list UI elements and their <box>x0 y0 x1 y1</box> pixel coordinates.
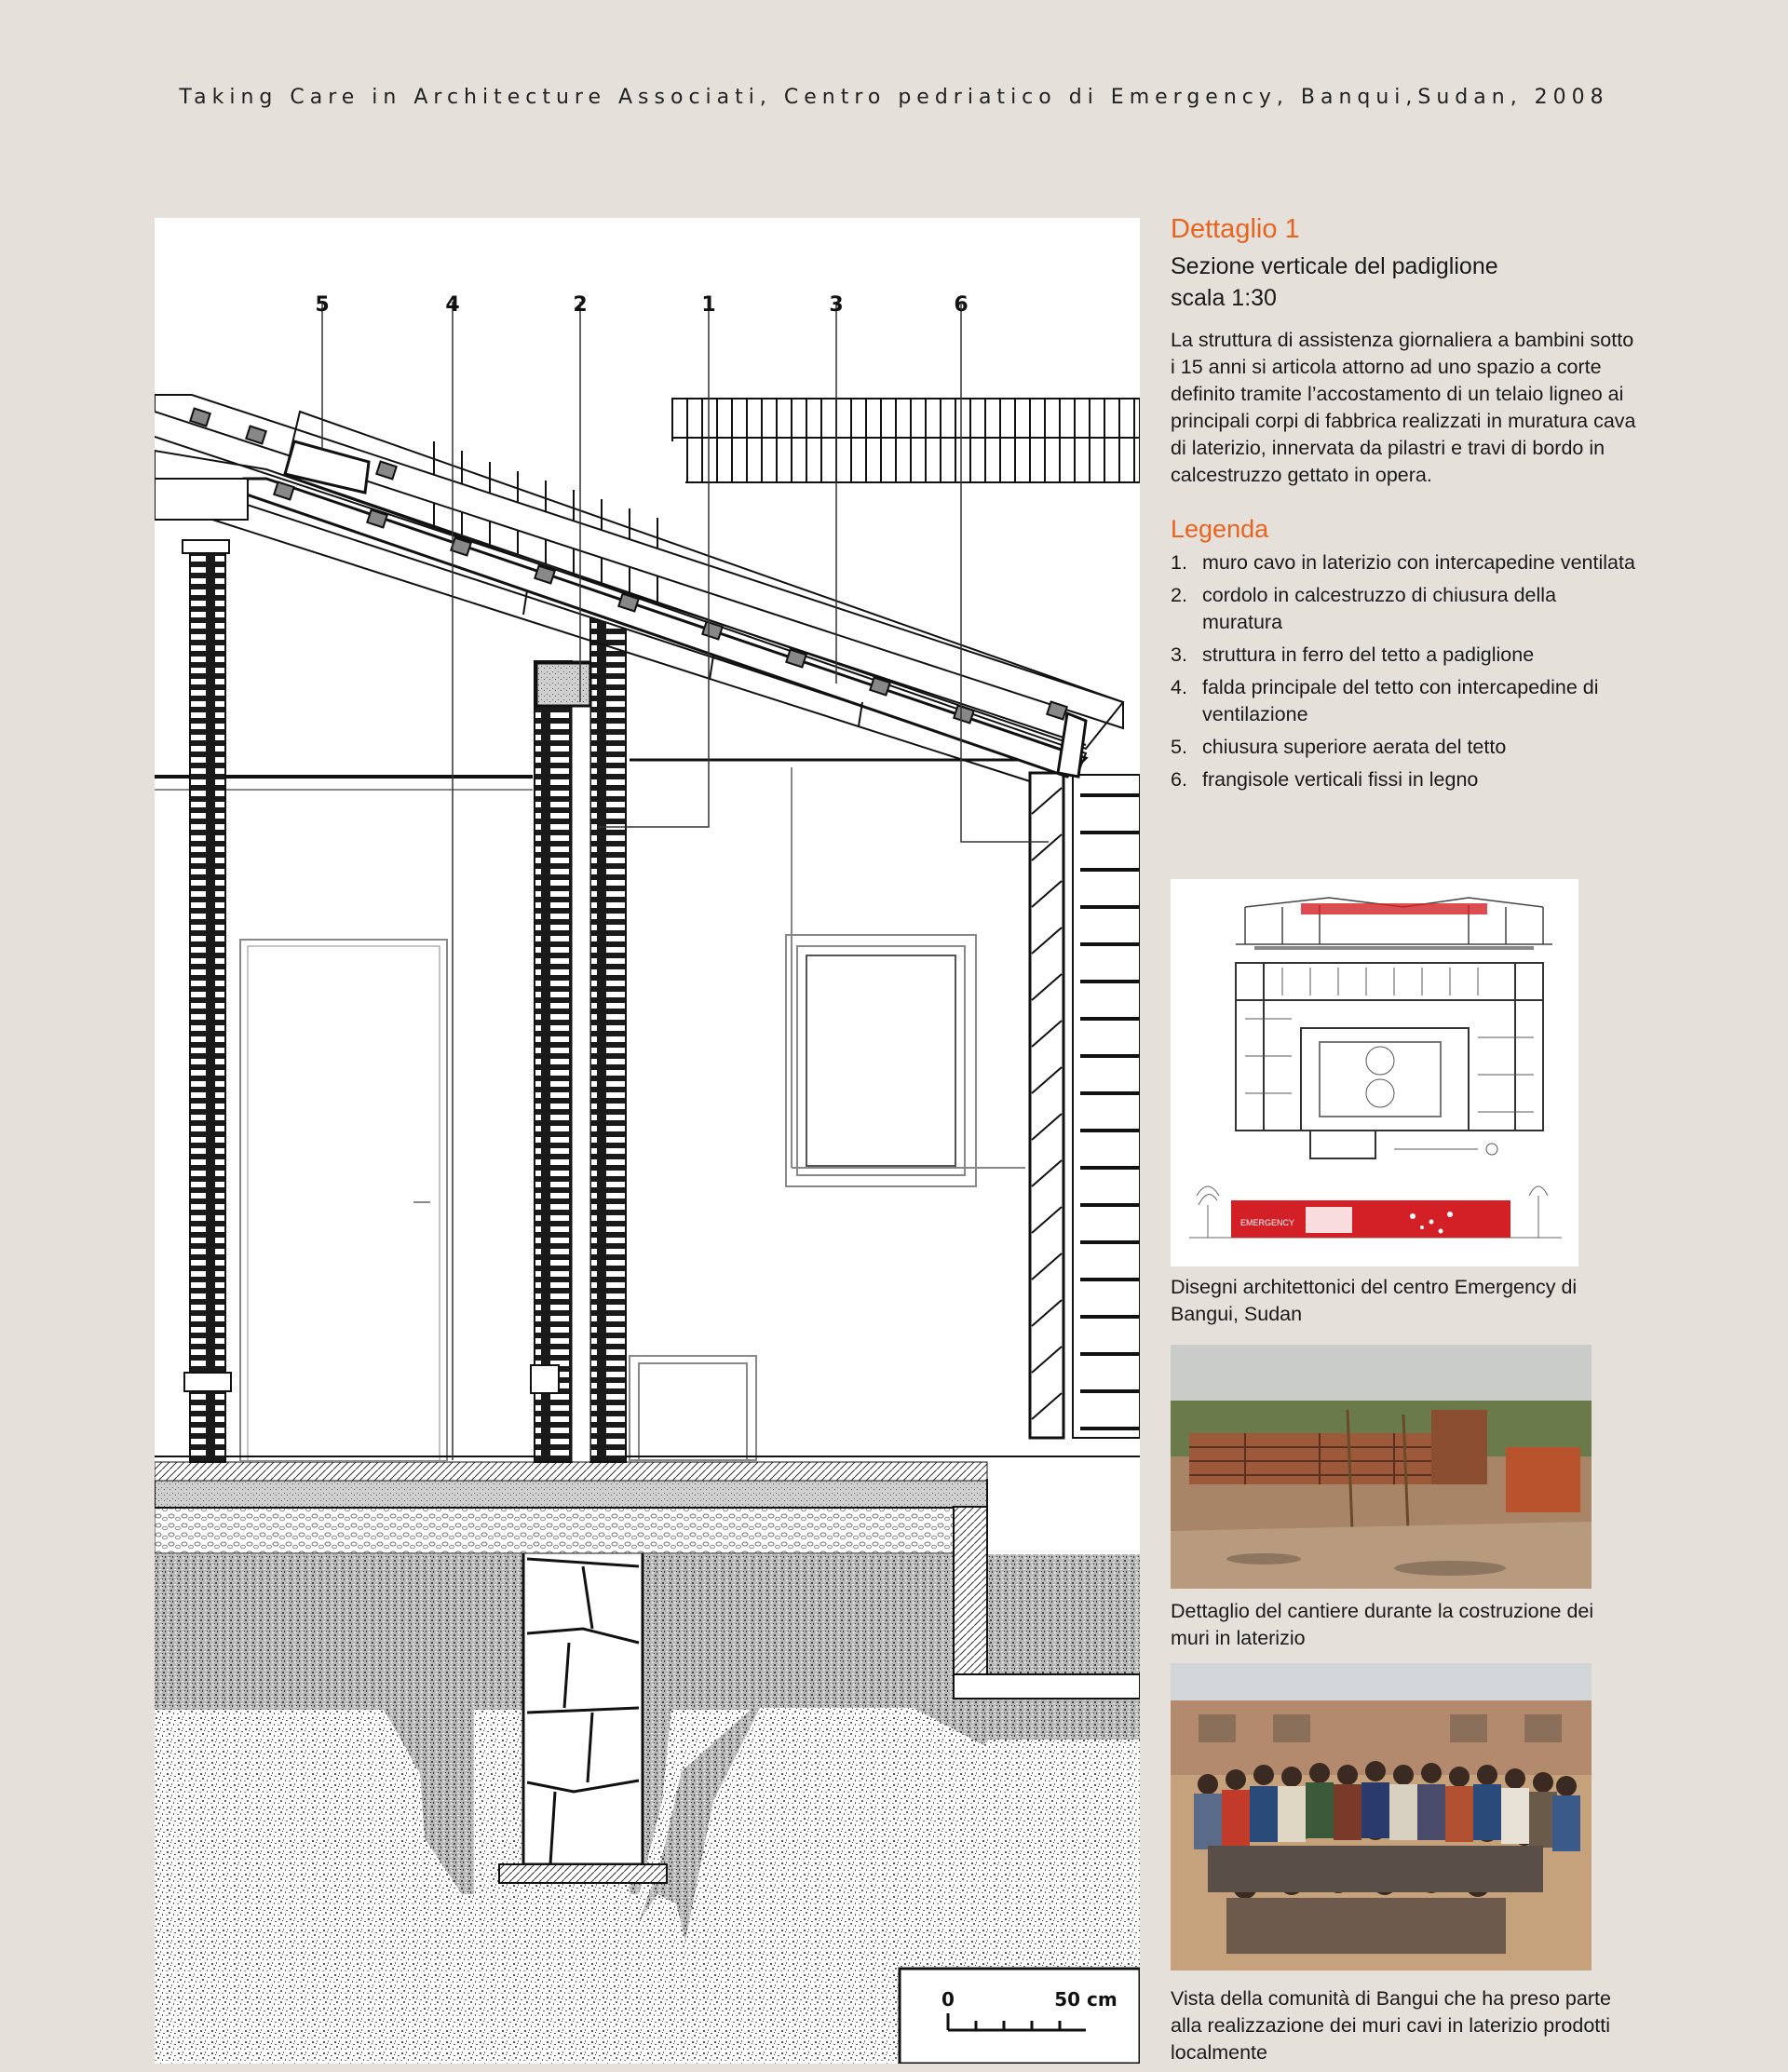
architectural-drawings-image <box>1171 879 1578 1271</box>
detail-panel <box>1171 214 1636 799</box>
legend-list <box>1171 549 1636 793</box>
legend-item: 5. chiusura superiore aerata del tetto <box>1171 736 1507 758</box>
label-2: 2 <box>573 293 588 317</box>
louver-panel <box>1030 773 1063 1438</box>
legend-item: 6. frangisole verticali fissi in legno <box>1171 768 1479 791</box>
section-drawing <box>155 218 1140 2064</box>
label-4: 4 <box>445 293 460 317</box>
scale-end: 50 cm <box>1054 1988 1118 2011</box>
cavity-wall-outer <box>590 605 626 1462</box>
figure-caption-drawings: Disegni architettonici del centro Emergency di Bangui, Sudan <box>1171 1276 1578 1325</box>
legend-item: 2. cordolo in calcestruzzo di chiusura della muratura <box>1171 584 1557 633</box>
detail-subtitle: Sezione verticale del padiglione <box>1171 253 1498 279</box>
roof-closure-slats <box>672 399 1140 482</box>
concrete-curb <box>536 663 590 706</box>
scale-bar-box <box>900 1969 1140 2064</box>
legend-item: 1. muro cavo in laterizio con intercapedine ventilata <box>1171 551 1635 574</box>
page-header: Taking Care in Architecture Associati, Centro pedriatico di Emergency, Banqui,Sudan, 2008 <box>179 86 1609 109</box>
construction-site-photo <box>1171 1345 1592 1593</box>
left-brick-wall <box>190 551 225 1462</box>
community-group-photo <box>1171 1663 1592 1975</box>
figure-caption-community: Vista della comunità di Bangui che ha preso parte alla realizzazione dei muri cavi in laterizio prodotti localmente <box>1171 1987 1611 2064</box>
legend-item: 4. falda principale del tetto con intercapedine di ventilazione <box>1171 676 1599 725</box>
legend-title: Legenda <box>1171 515 1269 543</box>
cavity-wall-inner <box>535 661 572 1462</box>
label-3: 3 <box>829 293 844 317</box>
detail-description: La struttura di assistenza giornaliera a bambini sotto i 15 anni si articola attorno ad uno spazio a corte definito tramite l’accostamento di un telaio ligneo ai principali corpi di fabbrica realizzati in muratura cava di laterizio, innervata da pilastri e travi di bordo in calcestruzzo gettato in opera. <box>1171 329 1636 486</box>
label-1: 1 <box>701 293 716 317</box>
detail-scale: scala 1:30 <box>1171 285 1277 311</box>
label-6: 6 <box>954 293 968 317</box>
label-5: 5 <box>315 293 330 317</box>
legend-item: 3. struttura in ferro del tetto a padiglione <box>1171 643 1535 666</box>
floor-slab <box>155 1480 987 1508</box>
detail-title: Dettaglio 1 <box>1171 214 1300 244</box>
emergency-sign: EMERGENCY <box>1240 1218 1295 1227</box>
scale-start: 0 <box>941 1988 955 2011</box>
figure-caption-construction: Dettaglio del cantiere durante la costruzione dei muri in laterizio <box>1171 1600 1594 1649</box>
